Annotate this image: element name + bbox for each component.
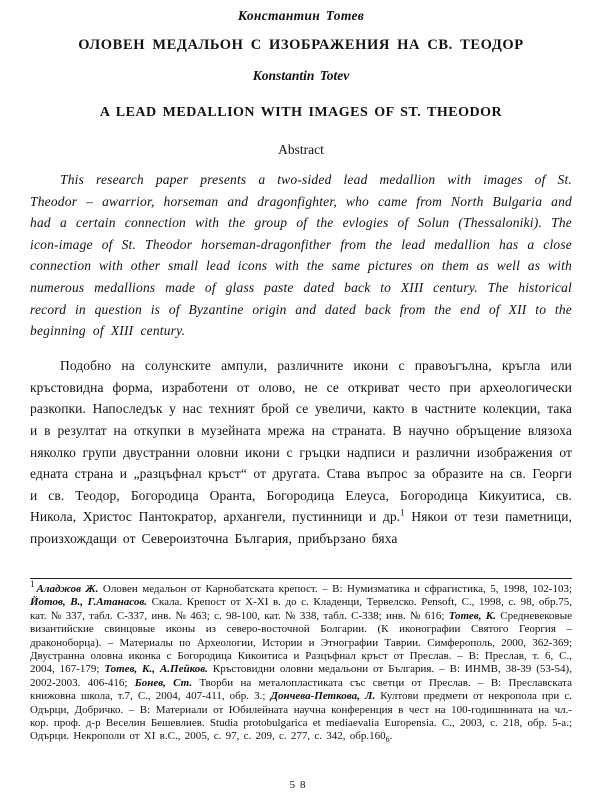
footnote-citation-6: Култови предмети от некропола при с. Одърци, Добричко. – В: Материали от Юбилейната научна конференция в чест на 100-годишнината на чл.-кор. проф. д-р Веселин Бешевлиев. Studia protobulgarica et mediaevalia Europensia. С., 2003, с. 218, обр. 5-а.; Одърци. Некрополи от XI в.С., 2005, с. 97, с. 209, с. 277, с. 342, обр.160 bbox=[30, 690, 573, 743]
footnote-author-totev: Тотев, К. bbox=[448, 609, 496, 622]
page-number: 58 bbox=[289, 779, 311, 791]
body-paragraph bbox=[30, 355, 572, 549]
footnote-author-totev-peykov: Тотев, К., А.Пейков. bbox=[104, 663, 208, 676]
page-content bbox=[30, 0, 572, 563]
author-name-english: Konstantin Totev bbox=[252, 68, 350, 83]
footnote-citation-1: Оловен медальон от Карнобатската крепост. – В: Нумизматика и сфрагистика, 5, 1998, 102-103; bbox=[98, 583, 572, 595]
footnote-reference: 1 bbox=[400, 507, 405, 518]
footnote-citation-3: Средневековые византийские свинцовые иконы из северо-восточной Болгарии. (К иконографии Святого Георгия – драконоборца). – Материалы по Археологии, Истории и Этнографии Таврии. Симферополь, 2000, 362-369; Двустранна оловна иконка с Богородица Кикоитиса и Разцъфнал кръст от Преслав. – В: Преслав, т. 6, С., 2004, 167-179; bbox=[30, 609, 572, 676]
footnote-citation-5: Творби на металопластиката със светци от Преслав. – В: Преславската книжовна школа, т.7, С., 2004, 407-411, обр. 3.; bbox=[30, 676, 572, 703]
footnote-section bbox=[30, 578, 572, 744]
paper-title-bulgarian: ОЛОВЕН МЕДАЛЬОН С ИЗОБРАЖЕНИЯ НА СВ. ТЕОДОР bbox=[78, 37, 524, 53]
abstract-heading: Abstract bbox=[278, 142, 324, 157]
footnote-marker: 1 bbox=[30, 579, 35, 590]
body-text-part1: Подобно на солунските ампули, различните икони с правоъгълна, кръгла или кръстовидна форма, изработени от олово, не се откриват често при археологически разкопки. Напоследък у нас техният брой се увеличи, както в частните колекции, така и в резултат на откупки в музейната мрежа на страната. В научно обръщение влязоха няколко групи двустранни оловни икони с гръцки надписи и различни изображения от едната страна и „разцъфнал кръст“ от другата. Става въпрос за образите на св. Георги и св. Теодор, Богородица Оранта, Богородица Елеуса, Богородица Кикуитиса, св. Никола, Христос Пантократор, архангели, пустинници и др. bbox=[30, 358, 572, 525]
footnote-citation-4: Кръстовидни оловни медальони от България. – В: ИНМВ, 38-39 (53-54), 2002-2003. 406-416; bbox=[30, 663, 572, 689]
footnote-author-bonev: Бонев, Ст. bbox=[134, 676, 193, 689]
footnote-author-yotov-atanasov: Йотов, В., Г.Атанасов. bbox=[30, 596, 147, 609]
abstract-text: This research paper presents a two-sided lead medallion with images of St. Theodor – awarrior, horseman and dragonfighter, who came from North Bulgaria and had a certain connection with the group of the evlogies of Solun (Thessaloniki). The icon-image of St. Theodor horseman-dragonfither from the lead medallion has a close connection with other small lead icons with the same pictures on them as well as with numerous medallions made of glass paste dated back to XIII century. The historical record in question is of Byzantine origin and dated back from the end of XII to the beginning of XIII century. bbox=[30, 172, 572, 339]
body-text-part2: Някои от тези паметници, произхождащи от Североизточна България, прибързано бяха bbox=[30, 509, 572, 546]
paper-title-english: A LEAD MEDALLION WITH IMAGES OF ST. THEODOR bbox=[99, 105, 503, 120]
footnote-author-aladzhov: Аладжов Ж. bbox=[36, 583, 99, 595]
abstract-paragraph bbox=[30, 169, 572, 342]
footnote-period: . bbox=[389, 730, 393, 743]
footnote-1 bbox=[30, 579, 573, 745]
footnote-citation-2: Скала. Крепост от X-XI в. до с. Кладенци, Тервелско. Pensoft, С., 1998, с. 98, обр.75, кат. № 337, табл. С-337, инв. № 463; с. 98-100, кат. № 338, табл. С-338; инв. № 616; bbox=[30, 596, 573, 622]
footnote-figure-subscript: 6 bbox=[385, 735, 390, 745]
footnote-author-doncheva-petkova: Дончева-Петкова, Л. bbox=[270, 690, 376, 703]
author-name-bulgarian: Константин Тотев bbox=[237, 8, 365, 23]
